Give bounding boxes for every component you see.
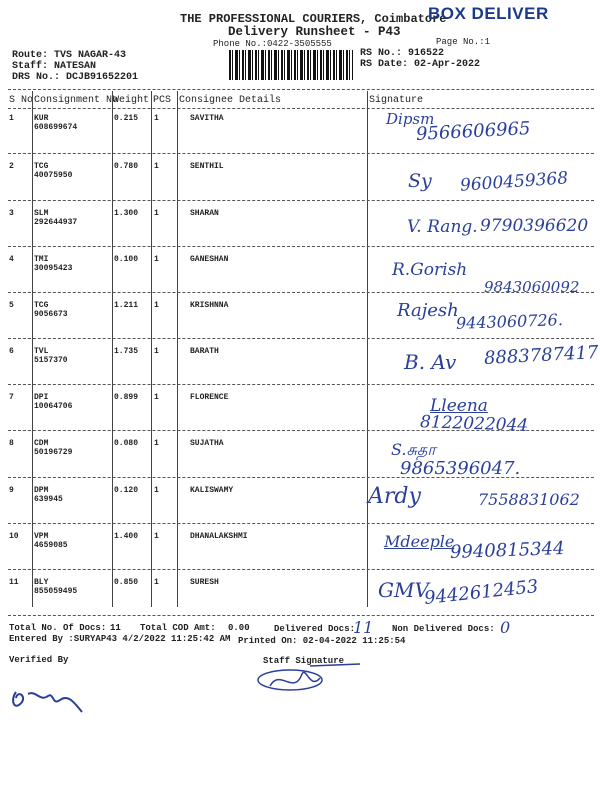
row-weight: 0.850 xyxy=(114,578,139,587)
col-consignee: Consignee Details xyxy=(179,95,282,106)
signature-name-3: V. Rang. xyxy=(407,217,478,237)
row-consignment: TCG 9056673 xyxy=(34,301,68,319)
signature-phone-1: 9566606965 xyxy=(415,118,532,145)
row-consignee: SENTHIL xyxy=(190,162,224,171)
row-divider xyxy=(8,523,594,524)
row-weight: 1.211 xyxy=(114,301,139,310)
rs-number: RS No.: 916522 xyxy=(360,48,445,59)
row-weight: 0.120 xyxy=(114,486,139,495)
row-consignee: SAVITHA xyxy=(190,114,224,123)
signature-name-11: GMV xyxy=(378,578,429,602)
row-sno: 9 xyxy=(9,486,14,495)
row-pcs: 1 xyxy=(154,578,159,587)
row-weight: 0.899 xyxy=(114,393,139,402)
vrule-1 xyxy=(32,91,33,607)
row-divider xyxy=(8,338,594,339)
row-sno: 4 xyxy=(9,255,14,264)
row-weight: 0.780 xyxy=(114,162,139,171)
row-sno: 8 xyxy=(9,439,14,448)
staff: Staff: NATESAN xyxy=(12,61,97,72)
row-consignee: SURESH xyxy=(190,578,219,587)
row-weight: 1.400 xyxy=(114,532,139,541)
rs-date: RS Date: 02-Apr-2022 xyxy=(360,59,481,70)
table-bottom-rule xyxy=(8,615,594,616)
staff-signature-label: Staff Signature xyxy=(263,656,345,666)
row-consignee: KRISHNNA xyxy=(190,301,229,310)
total-docs-label: Total No. Of Docs: xyxy=(9,623,107,633)
row-consignment: TVL 5157370 xyxy=(34,347,68,365)
signature-name-2: Sy xyxy=(408,170,432,192)
row-consignment: DPM 639945 xyxy=(34,486,63,504)
row-consignment: TMI 30095423 xyxy=(34,255,73,273)
row-pcs: 1 xyxy=(154,439,159,448)
non-delivered-label: Non Delivered Docs: xyxy=(392,624,495,634)
row-divider xyxy=(8,153,594,154)
row-pcs: 1 xyxy=(154,255,159,264)
col-pcs: PCS xyxy=(153,95,172,106)
row-consignee: BARATH xyxy=(190,347,219,356)
non-delivered-value: 0 xyxy=(500,618,511,637)
signature-phone-3: 9790396620 xyxy=(480,216,589,236)
row-pcs: 1 xyxy=(154,347,159,356)
row-weight: 0.100 xyxy=(114,255,139,264)
company-name: THE PROFESSIONAL COURIERS, Coimbatore xyxy=(180,12,447,26)
row-divider xyxy=(8,246,594,247)
signature-name-9: Ardy xyxy=(368,484,421,509)
signature-phone-5: 9443060726. xyxy=(455,310,564,333)
delivered-label: Delivered Docs: xyxy=(274,624,356,634)
signature-name-6: B. Av xyxy=(404,350,457,374)
row-divider xyxy=(8,569,594,570)
cod-value: 0.00 xyxy=(228,623,250,633)
runsheet-title: Delivery Runsheet - P43 xyxy=(228,25,401,39)
row-sno: 1 xyxy=(9,114,14,123)
entered-by: Entered By :SURYAP43 4/2/2022 11:25:42 AM xyxy=(9,634,231,644)
row-divider xyxy=(8,200,594,201)
row-consignment: DPI 10064706 xyxy=(34,393,73,411)
row-weight: 1.735 xyxy=(114,347,139,356)
signature-name-1: Dipsm xyxy=(386,110,435,128)
signature-phone-11: 9442612453 xyxy=(423,576,540,609)
total-docs-value: 11 xyxy=(110,623,121,633)
box-delivery-stamp: BOX DELIVER xyxy=(428,4,549,23)
row-consignment: SLM 292644937 xyxy=(34,209,78,227)
row-consignment: BLY 855059495 xyxy=(34,578,78,596)
row-consignee: SUJATHA xyxy=(190,439,224,448)
row-pcs: 1 xyxy=(154,486,159,495)
row-pcs: 1 xyxy=(154,393,159,402)
signature-phone-9: 7558831062 xyxy=(478,490,580,509)
row-sno: 3 xyxy=(9,209,14,218)
row-weight: 0.080 xyxy=(114,439,139,448)
row-sno: 11 xyxy=(9,578,19,587)
row-consignee: GANESHAN xyxy=(190,255,229,264)
staff-signature-scribble xyxy=(250,660,370,700)
row-consignee: SHARAN xyxy=(190,209,219,218)
row-pcs: 1 xyxy=(154,301,159,310)
signature-phone-6: 8883787417 xyxy=(483,342,600,369)
col-consignment: Consignment No xyxy=(34,95,119,106)
signature-name-4: R.Gorish xyxy=(392,260,468,280)
signature-name-10: Mdeeple xyxy=(384,532,455,551)
cod-label: Total COD Amt: xyxy=(140,623,216,633)
signature-phone-2: 9600459368 xyxy=(459,168,569,196)
vrule-5 xyxy=(367,91,368,607)
row-consignee: DHANALAKSHMI xyxy=(190,532,248,541)
signature-phone-8: 9865396047. xyxy=(400,458,521,479)
col-signature: Signature xyxy=(369,95,424,106)
row-consignment: VPM 4659085 xyxy=(34,532,68,550)
phone-number: Phone No.:0422-3505555 xyxy=(213,39,332,49)
row-pcs: 1 xyxy=(154,532,159,541)
verified-by: Verified By xyxy=(9,655,69,665)
header-bottom-rule xyxy=(8,108,594,109)
row-sno: 6 xyxy=(9,347,14,356)
printed-on: Printed On: 02-04-2022 11:25:54 xyxy=(238,636,406,646)
verifier-signature-scribble xyxy=(8,672,88,718)
drs-number: DRS No.: DCJB91652201 xyxy=(12,72,139,83)
delivered-value: 11 xyxy=(353,618,374,637)
signature-name-8: S.சுதா xyxy=(391,440,436,459)
row-consignee: FLORENCE xyxy=(190,393,229,402)
signature-phone-4: 9843060092 xyxy=(484,278,580,296)
header-top-rule xyxy=(8,89,594,90)
vrule-3 xyxy=(151,91,152,607)
row-consignment: CDM 50196729 xyxy=(34,439,73,457)
col-sno: S No xyxy=(9,95,34,106)
row-sno: 10 xyxy=(9,532,19,541)
signature-phone-10: 9940815344 xyxy=(449,538,565,563)
col-weight: Weight xyxy=(113,95,150,106)
row-consignee: KALISWAMY xyxy=(190,486,234,495)
row-pcs: 1 xyxy=(154,162,159,171)
route: Route: TVS NAGAR-43 xyxy=(12,50,127,61)
row-divider xyxy=(8,384,594,385)
row-consignment: KUR 608699674 xyxy=(34,114,78,132)
signature-name-5: Rajesh xyxy=(397,300,459,321)
vrule-4 xyxy=(177,91,178,607)
vrule-2 xyxy=(112,91,113,607)
row-pcs: 1 xyxy=(154,114,159,123)
row-sno: 2 xyxy=(9,162,14,171)
row-sno: 5 xyxy=(9,301,14,310)
signature-phone-7: 8122022044 xyxy=(419,412,529,436)
page-number: Page No.:1 xyxy=(436,37,491,47)
row-weight: 1.300 xyxy=(114,209,139,218)
row-pcs: 1 xyxy=(154,209,159,218)
row-consignment: TCG 40075950 xyxy=(34,162,73,180)
row-weight: 0.215 xyxy=(114,114,139,123)
signature-name-7: Lleena xyxy=(430,396,488,416)
row-sno: 7 xyxy=(9,393,14,402)
barcode xyxy=(229,50,353,80)
